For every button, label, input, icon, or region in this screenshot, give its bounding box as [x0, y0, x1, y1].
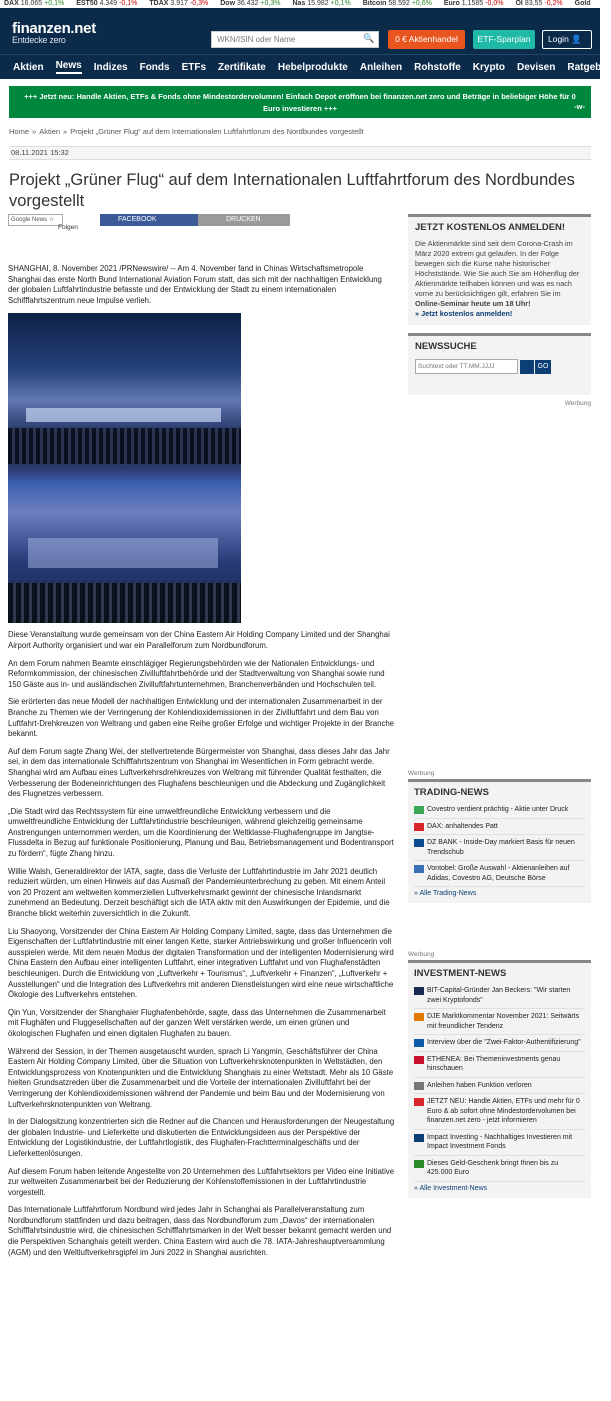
article-paragraph: Willie Walsh, Generaldirektor der IATA, sagte, dass die Verluste der Luftfahrtindustrie im Jahr 2021 deutlich reduziert würden, um einen Hinweis auf das Ausmaß der Pandemieunterbrechung zu geben. Mit einem Anteil von 20 Prozent am weltweiten kommerziellen Luftverkehrsmarkt gewinnt der chinesische Inlandsmarkt zunehmend an Bedeutung. Derzeit beschäftigt sich die IATA aktiv mit den Auswirkungen der Epidemie, und die Branche blickt weiterhin zuversichtlich in die Zukunft.: [8, 866, 390, 919]
publisher-logo-icon: [414, 1056, 424, 1064]
etf-sparplan-button[interactable]: ETF-Sparplan: [473, 30, 535, 49]
ticker-name: Öl: [515, 0, 523, 7]
news-item-title: ETHENEA: Bei Themeninvestments genau hinschauen: [427, 1055, 561, 1072]
signup-bold: Online-Seminar heute um 18 Uhr!: [415, 299, 531, 308]
ticker-change: +0,6%: [411, 0, 432, 7]
all-trading-news-link[interactable]: » Alle Trading-News: [414, 890, 477, 897]
news-item-title: DZ BANK - Inside-Day markiert Basis für neuen Trendschub: [427, 839, 575, 856]
breadcrumb: [9, 127, 591, 139]
article-paragraph: Auf dem Forum sagte Zhang Wei, der stellvertretende Bürgermeister von Shanghai, dass dieses Jahr das Jahr sei, in dem das internationale Schifffahrtszentrum von Shanghai im Wesentlichen in Form gebracht werde. Shanghai wird am Aufbau eines Luftverkehrsdrehkreuzes von Weltrang mit führender Qualität festhalten, die Verbesserung der Bodeneinrichtungen des Flughafens beschleunigen und die Abdeckung und Zugänglichkeit des Flugnetzes verbessern.: [8, 746, 390, 799]
article-paragraph: „Die Stadt wird das Rechtssystem für eine umweltfreundliche Entwicklung verbessern und die umweltfreundliche Entwicklung der Luftfahrtindustrie beschleunigen, während gleichzeitig gemeinsame Anstrengungen unternommen werden, um die Koordinierung der Weltklasse-Flughafengruppe im Jangtse-Flussdelta in Bezug auf funktionale Positionierung, Planung und Bau, Betriebsmanagement und Bodentransport zu fördern“, fügte Zhang hinzu.: [8, 806, 394, 859]
ticker-change: -0,2%: [544, 0, 563, 7]
ticker-item[interactable]: [444, 0, 510, 7]
star-icon: ☆: [48, 217, 55, 223]
ticker-value: 4.349: [99, 0, 118, 7]
news-item-title: DAX: anhaltendes Patt: [427, 822, 498, 830]
go-button[interactable]: GO: [535, 360, 551, 374]
publisher-logo-icon: [414, 1134, 424, 1142]
ticker-value: 15.982: [307, 0, 329, 7]
news-item[interactable]: [414, 1035, 585, 1052]
article-paragraph: In der Dialogsitzung konzentrierten sich die Redner auf die Chancen und Herausforderungen der Neugestaltung der globalen Industrie- und Lieferkette und diskutierten die Entwicklungsideen aus der Perspektive der Entwicklung der Logistikindustrie, der Luftfahrtlogistik, des Flughafen-Frachtterminalgeschäfts und der Lieferkettenlösungen.: [8, 1117, 395, 1158]
news-item-title: DJE Marktkommentar November 2021: Seitwärts mit freundlicher Tendenz: [427, 1013, 580, 1030]
article-paragraph: Liu Shaoyong, Vorsitzender der China Eastern Air Holding Company Limited, sagte, dass das Unternehmen die Eigenschaften der Luftfahrtindustrie mit einer langen Kette, starker Antriebswirkung und großer Influencerin voll ausspielen werde. Mit dem neuen Modus der digitalen Transformation und der intelligenten Modernisierung wird China Eastern den Aufbau einer intelligenten Luftfahrt, einer integrativen Luftfahrt und von Flughafenstädten beschleunigen. Durch die Entwicklung von „Luftverkehr + Tourismus“, „Luftverkehr + Finanzen“, „Luftverkehr + Ausstellungen“ und die Integration des Luftverkehrs mit anderen Dienstleistungen wird eine neue wirtschaftliche Ökologie des Luftverkehrs entstehen.: [8, 926, 394, 1000]
article-column: [8, 214, 395, 1265]
ticker-item[interactable]: [220, 0, 286, 7]
publisher-logo-icon: [414, 1160, 424, 1168]
nav-item-etfs[interactable]: ETFs: [181, 61, 207, 73]
ticker-value: 83,55: [524, 0, 543, 7]
forum-photo: [8, 313, 241, 623]
nav-item-hebelprodukte[interactable]: Hebelprodukte: [277, 61, 348, 73]
nav-item-krypto[interactable]: Krypto: [472, 61, 505, 73]
nav-item-rohstoffe[interactable]: Rohstoffe: [414, 61, 461, 73]
ticker-name: Gold: [574, 0, 591, 7]
ticker-name: Euro: [443, 0, 460, 7]
news-item-title: Vontobel: Große Auswahl - Aktienanleihen auf Adidas, Covestro AG, Deutsche Börse: [427, 865, 570, 882]
publisher-logo-icon: [414, 1013, 424, 1021]
print-button[interactable]: DRUCKEN: [198, 214, 290, 226]
nav-item-indizes[interactable]: Indizes: [93, 61, 128, 73]
login-label: Login: [548, 34, 569, 44]
search-icon[interactable]: 🔍: [363, 33, 375, 43]
top-header: [0, 8, 600, 54]
ticker-change: -0,0%: [485, 0, 504, 7]
promo-text: +++ Jetzt neu: Handle Aktien, ETFs & Fonds ohne Mindestordervolumen! Einfach Depot eröffnen bei finanzen.net zero und Beträge in beliebiger Höhe für 0 Euro investieren +++: [24, 92, 576, 113]
google-news-button[interactable]: [8, 214, 63, 226]
ticker-item[interactable]: [4, 0, 70, 7]
ticker-value: 16.065: [20, 0, 43, 7]
publisher-logo-icon: [414, 1082, 424, 1090]
news-item-title: Interview über die "Zwei-Faktor-Authentifizierung": [427, 1039, 581, 1046]
publisher-logo-icon: [414, 1098, 424, 1106]
breadcrumb-separator: »: [63, 127, 68, 136]
investment-section: [408, 951, 591, 1198]
google-news-label: Google News: [11, 217, 48, 223]
signup-body: Die Aktienmärkte sind seit dem Corona-Crash im März 2020 extrem gut gelaufen. In der Folge bewegen sich die Kurse nahe historischer Höchststände. Wie Sie auch Sie am Höhenflug der Aktienmärkte teilhaben können und was es nach vorne zu berücksichtigen gilt, erfahren Sie im: [415, 239, 580, 298]
news-item[interactable]: [414, 1130, 585, 1156]
ticker-value: 1,1585: [461, 0, 484, 7]
user-icon: 👤: [571, 34, 582, 44]
photo-audience-2: [8, 583, 241, 623]
signup-link[interactable]: » Jetzt kostenlos anmelden!: [415, 309, 513, 318]
publisher-logo-icon: [414, 839, 424, 847]
signup-text: [415, 239, 584, 319]
ticker-name: Nas: [292, 0, 306, 7]
ticker-item[interactable]: [149, 0, 214, 7]
promo-arrow: -w-: [574, 102, 585, 111]
news-item-title: Covestro verdient prächtig - Aktie unter Druck: [427, 806, 569, 813]
article-paragraph: An dem Forum nahmen Beamte einschlägiger Regierungsbehörden wie der Nationalen Entwicklungs- und Reformkommission, der chinesischen Zivilluftfahrtbehörde und der Stadtverwaltung von Shanghai sowie rund 150 Gäste aus in- und ausländischen Zivilluftfahrtunternehmen, Branchenverbänden und Hochschulen teil.: [8, 658, 385, 689]
trading-news-box: [408, 779, 591, 903]
ticker-change: +0,1%: [44, 0, 65, 7]
share-bar: [8, 214, 395, 231]
search-input[interactable]: WKN/ISIN oder Name: [211, 31, 379, 48]
news-item[interactable]: [414, 861, 585, 887]
folgen-label[interactable]: Folgen: [58, 224, 78, 231]
photo-audience: [8, 428, 241, 464]
news-item[interactable]: [414, 1156, 585, 1182]
trading-news-title: TRADING-NEWS: [414, 787, 489, 798]
news-item[interactable]: [414, 983, 585, 1009]
news-item-title: Impact Investing - Nachhaltiges Investieren mit Impact Investment Fonds: [427, 1133, 573, 1150]
ticker-name: DAX: [4, 0, 19, 7]
news-item[interactable]: [414, 1009, 585, 1035]
login-button[interactable]: [542, 30, 592, 49]
news-item-title: JETZT NEU: Handle Aktien, ETFs und mehr für 0 Euro & ab sofort ohne Mindestordervolumen bei finanzen.net zero - jetzt informieren: [427, 1098, 580, 1124]
news-item-title: Anleihen haben Funktion verloren: [427, 1081, 532, 1089]
publisher-logo-icon: [414, 823, 424, 831]
news-item[interactable]: [414, 1094, 585, 1130]
ticker-change: +0,1%: [330, 0, 351, 7]
nav-item-anleihen[interactable]: Anleihen: [359, 61, 403, 73]
werbung-label: Werbung: [408, 951, 435, 958]
ticker-name: Bitcoin: [362, 0, 387, 7]
publisher-logo-icon: [414, 1039, 424, 1047]
article-paragraph: SHANGHAI, 8. November 2021 /PRNewswire/ -- Am 4. November fand in Chinas Wirtschaftsmetropole Shanghai das erste North Bund International Aviation Forum statt, das sich mit der nachhaltigen Entwicklung der globalen Luftfahrtindustrie befasste und der Entwicklung der Stadt zu einem internationalen Schifffahrtszentrum neue Impulse verlieh.: [8, 264, 382, 305]
ticker-item[interactable]: [515, 0, 568, 7]
calendar-icon[interactable]: [520, 360, 534, 374]
newssuche-box: [408, 333, 591, 395]
publisher-logo-icon: [414, 865, 424, 873]
newssuche-input[interactable]: Suchtext oder TT.MM.JJJJ: [415, 359, 518, 374]
article-paragraph: Sie erörterten das neue Modell der nachhaltigen Entwicklung und der internationalen Zusammenarbeit in der Branche zu Themen wie der Verringerung der Kohlendioxidemissionen in der Zivilluftfahrt und dem Bau von Luftfahrt-Drehkreuzen von Weltrang und gaben eine Reihe großer Erfolge und wichtiger Projekte in der Branche bekannt.: [8, 697, 395, 739]
ticker-change: -0,3%: [189, 0, 209, 7]
trading-section: [408, 770, 591, 903]
nav-item-aktien[interactable]: Aktien: [13, 61, 44, 73]
ticker-change: +0,3%: [260, 0, 281, 7]
news-item-title: Dieses Geld-Geschenk bringt Ihnen bis zu 425.000 Euro: [427, 1159, 559, 1176]
breadcrumb-item[interactable]: Home: [9, 127, 30, 136]
nav-item-devisen[interactable]: Devisen: [517, 61, 556, 73]
all-investment-news-link[interactable]: » Alle Investment-News: [414, 1184, 488, 1192]
news-item[interactable]: [414, 1078, 585, 1095]
trading-news-list: [414, 802, 585, 887]
investment-news-list: [414, 983, 585, 1182]
ticker-change: -0,1%: [119, 0, 138, 7]
nav-item-fonds[interactable]: Fonds: [139, 61, 170, 73]
nav-item-news[interactable]: News: [56, 60, 82, 74]
ticker-item[interactable]: [76, 0, 143, 7]
article-paragraph: Qin Yun, Vorsitzender der Shanghaier Flughafenbehörde, sagte, dass das Unternehmen die Zusammenarbeit mit Flughäfen und Fluggesellschaften auf der ganzen Welt verstärken werde, um einen grünen und ökologischen Flughafen und einen digitalen Flughafen zu bauen.: [8, 1007, 386, 1038]
photo-stage: [26, 408, 221, 422]
news-item[interactable]: [414, 1052, 585, 1078]
newssuche-title: NEWSSUCHE: [415, 341, 477, 352]
photo-panel-stage: [28, 538, 218, 568]
article-paragraph: Diese Veranstaltung wurde gemeinsam von der China Eastern Air Holding Company Limited und der Shanghai Airport Authority organisiert und war ein Parallelforum zum Nordbundforum.: [8, 630, 390, 650]
article-paragraph: Das Internationale Luftfahrtforum Nordbund wird jedes Jahr in Schanghai als Parallelveranstaltung zum Nordbundforum stattfinden und dazu beitragen, dass das Nordbundforum zum „Davos“ der internationalen Schifffahrtsindustrie wird, die chinesischen Schifffahrtsmarken in der Welt besser bekannt gemacht werden und die Perspektiven Schanghais geteilt werden. China Eastern wird auch die 78. IATA-Jahreshauptversammlung (AGM) und den Weltluftverkehrsgipfel im Juni 2022 in Shanghai ausrichten.: [8, 1205, 392, 1257]
investment-news-box: [408, 960, 591, 1198]
facebook-button[interactable]: FACEBOOK: [100, 214, 198, 226]
breadcrumb-item[interactable]: Projekt „Grüner Flug“ auf dem Internationalen Luftfahrtforum des Nordbundes vorgestellt: [70, 127, 364, 136]
main-nav: [0, 54, 611, 79]
ticker-value: 36.432: [236, 0, 259, 7]
signup-title: JETZT KOSTENLOS ANMELDEN!: [415, 222, 566, 233]
article-body: [8, 264, 395, 1258]
market-ticker: [0, 0, 600, 8]
finanzen-logo[interactable]: [12, 20, 96, 45]
article-paragraph: Während der Session, in der Themen ausgetauscht wurden, sprach Li Yangmin, Geschäftsführer der China Eastern Air Holding Company Limited, über die Situation von Luftverkehrsknotenpunkten in Weltstädten, den Entwicklungsprozess von Knotenpunkten und die Entwicklung Shanghais zu einer Weltstadt. Mehr als 10 Gäste hielten Grundsatzreden über die Zusammenarbeit und die Vorteile der internationalen Zivilluftfahrt bei der Verringerung der Kohlendioxidemissionen während der Pandemie und beim Bau und der Modernisierung von Luftverkehrsknotenpunkten von Weltrang.: [8, 1046, 394, 1109]
ticker-name: TDAX: [149, 0, 169, 7]
sidebar: [408, 214, 591, 1192]
aktienhandel-button[interactable]: 0 € Aktienhandel: [388, 30, 465, 49]
breadcrumb-separator: »: [32, 127, 37, 136]
promo-banner[interactable]: [9, 86, 591, 118]
news-item-title: BIT-Capital-Gründer Jan Beckers: "Wir starten zwei Kryptofonds": [427, 987, 571, 1004]
ticker-value: 3.917: [170, 0, 188, 7]
investment-news-title: INVESTMENT-NEWS: [414, 968, 507, 979]
ticker-value: 58.592: [388, 0, 410, 7]
ticker-item[interactable]: [292, 0, 356, 7]
nav-item-ratgeber[interactable]: Ratgeber: [567, 61, 611, 73]
ticker-name: EST50: [76, 0, 98, 7]
publisher-logo-icon: [414, 987, 424, 995]
logo-subtitle: Entdecke zero: [12, 35, 66, 45]
werbung-label: Werbung: [408, 770, 435, 777]
signup-box: [408, 214, 591, 325]
werbung-label: Werbung: [564, 400, 591, 407]
nav-item-zertifikate[interactable]: Zertifikate: [218, 61, 266, 73]
news-item[interactable]: [414, 819, 585, 836]
article-date: 08.11.2021 15:32: [9, 146, 591, 160]
article-paragraph: Auf diesem Forum haben leitende Angestellte von 20 Unternehmen des Luftfahrtsektors per Video eine Initiative zur weltweiten Zusammenarbeit bei der Reduzierung der Kohlenstoffemissionen in der Luftfahrtindustrie vorgestellt.: [8, 1166, 395, 1197]
ticker-item[interactable]: [575, 0, 599, 7]
breadcrumb-item[interactable]: Aktien: [39, 127, 61, 136]
ticker-item[interactable]: [363, 0, 438, 7]
page-title: Projekt „Grüner Flug“ auf dem Internationalen Luftfahrtforum des Nordbundes vorgestellt: [9, 171, 575, 210]
publisher-logo-icon: [414, 806, 424, 814]
ticker-name: Dow: [220, 0, 236, 7]
news-item[interactable]: [414, 835, 585, 861]
news-item[interactable]: [414, 802, 585, 819]
logo-text: finanzen.net: [12, 20, 96, 37]
